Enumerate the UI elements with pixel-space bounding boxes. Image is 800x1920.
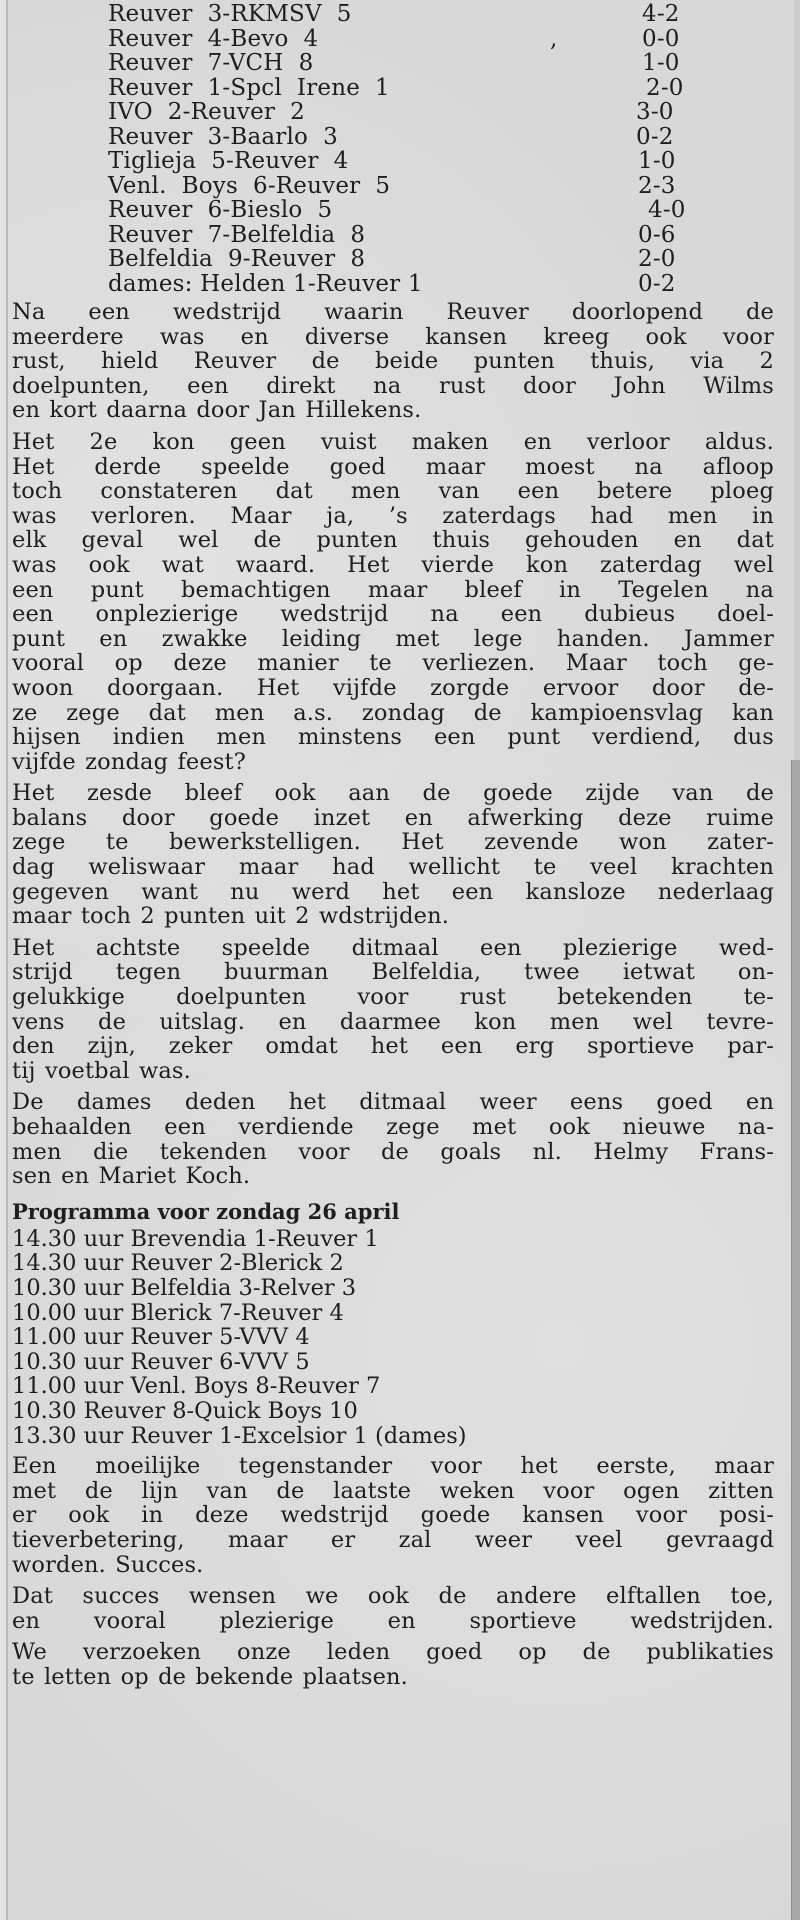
result-match: Reuver 4-Bevo 4 xyxy=(108,25,319,52)
text-line: Na een wedstrijd waarin Reuver doorlopend de xyxy=(12,299,774,325)
result-score: 0-2 xyxy=(638,270,676,297)
text-line: er ook in deze wedstrijd goede kansen voor posi- xyxy=(12,1502,774,1529)
text-line: tij voetbal was. xyxy=(12,1057,191,1084)
text-line: gelukkige doelpunten voor rust betekenden te- xyxy=(12,984,774,1011)
text-line: woon doorgaan. Het vijfde zorgde ervoor door de- xyxy=(12,674,774,701)
text-line: vens de uitslag. en daarmee kon men wel tevre- xyxy=(12,1008,774,1035)
paragraph-ladies-report xyxy=(12,1090,774,1188)
result-score: 2-0 xyxy=(638,246,676,272)
result-score: 4-0 xyxy=(648,197,686,223)
text-line: rust, hield Reuver de beide punten thuis, via 2 xyxy=(12,348,774,375)
text-line: was verloren. Maar ja, ’s zaterdags had men in xyxy=(12,502,774,529)
scan-left-edge xyxy=(0,0,8,1920)
paragraph-sixth-seventh-report xyxy=(12,781,774,929)
text-line: den zijn, zeker omdat het een erg sportieve par- xyxy=(12,1033,774,1060)
result-match: Tiglieja 5-Reuver 4 xyxy=(108,148,349,174)
result-row xyxy=(12,2,774,27)
text-line: doelpunten, een direkt na rust door John Wilms xyxy=(12,372,774,399)
text-line: toch constateren dat men van een betere ploeg xyxy=(12,478,774,505)
result-match: Reuver 3-Baarlo 3 xyxy=(108,123,338,150)
schedule-item: 11.00 uur Venl. Boys 8-Reuver 7 xyxy=(12,1373,381,1400)
schedule-item: 14.30 uur Brevendia 1-Reuver 1 xyxy=(12,1225,379,1252)
text-line: balans door goede inzet en afwerking deze ruime xyxy=(12,804,774,831)
schedule-item: 10.30 uur Reuver 6-VVV 5 xyxy=(12,1348,310,1375)
schedule-item: 10.30 Reuver 8-Quick Boys 10 xyxy=(12,1397,358,1424)
text-line: maar toch 2 punten uit 2 wdstrijden. xyxy=(12,903,450,930)
text-line: was ook wat waard. Het vierde kon zaterdag wel xyxy=(12,551,774,578)
result-match: Reuver 1-Spcl Irene 1 xyxy=(108,74,390,101)
result-row xyxy=(12,100,774,125)
result-match: IVO 2-Reuver 2 xyxy=(108,99,305,125)
schedule-item: 14.30 uur Reuver 2-Blerick 2 xyxy=(12,1250,344,1277)
text-line: behaalden een verdiende zege met ook nieuwe na- xyxy=(12,1114,774,1140)
article xyxy=(12,0,774,1696)
scan-right-edge xyxy=(794,0,800,760)
text-line: punt en zwakke leiding met lege handen. Jammer xyxy=(12,625,774,652)
text-line: met de lijn van de laatste weken voor ogen zitten xyxy=(12,1477,774,1504)
text-line: hijsen indien men minstens een punt verdiend, dus xyxy=(12,724,774,751)
schedule-item: 11.00 uur Reuver 5-VVV 4 xyxy=(12,1324,310,1351)
paragraph-first-team-report xyxy=(12,300,774,423)
text-line: dag weliswaar maar had wellicht te veel krachten xyxy=(12,854,774,881)
text-line: De dames deden het ditmaal weer eens goed en xyxy=(12,1089,774,1116)
text-line: Een moeilijke tegenstander voor het eerste, maar xyxy=(12,1453,774,1480)
text-line: gegeven want nu werd het een kansloze nederlaag xyxy=(12,878,774,905)
result-score: 2-0 xyxy=(646,74,684,101)
text-line: tieverbetering, maar er zal weer veel gevraagd xyxy=(12,1526,774,1553)
text-line: en kort daarna door Jan Hillekens. xyxy=(12,397,422,424)
paragraph-eighth-report xyxy=(12,936,774,1084)
text-line: te letten op de bekende plaatsen. xyxy=(12,1663,408,1690)
result-row xyxy=(12,223,774,248)
result-row xyxy=(12,174,774,199)
result-match: Reuver 6-Bieslo 5 xyxy=(108,197,333,223)
text-line: meerdere was en diverse kansen kreeg ook voor xyxy=(12,323,774,350)
text-line: en vooral plezierige en sportieve wedstrijden. xyxy=(12,1607,774,1634)
text-line: Het 2e kon geen vuist maken en verloor aldus. xyxy=(12,428,774,455)
programma-heading: Programma voor zondag 26 april xyxy=(12,1198,400,1224)
paragraph-members-notice xyxy=(12,1640,774,1689)
result-row xyxy=(12,272,774,297)
paragraph-preview xyxy=(12,1454,774,1577)
result-row xyxy=(12,149,774,174)
result-match: Reuver 7-Belfeldia 8 xyxy=(108,221,366,248)
result-row xyxy=(12,247,774,272)
text-line: sen en Mariet Koch. xyxy=(12,1163,251,1190)
result-row xyxy=(12,76,774,101)
programma-schedule xyxy=(12,1227,774,1448)
stray-mark: , xyxy=(550,25,558,52)
result-score: 0-0 xyxy=(642,25,680,52)
text-line: Het zesde bleef ook aan de goede zijde van de xyxy=(12,780,774,807)
result-score: 1-0 xyxy=(638,148,676,174)
result-match: Reuver 7-VCH 8 xyxy=(108,50,314,76)
result-score: 1-0 xyxy=(642,50,680,76)
result-score: 0-2 xyxy=(636,123,674,150)
paragraph-good-wishes xyxy=(12,1584,774,1633)
result-score: 3-0 xyxy=(636,99,674,125)
text-line: een onplezierige wedstrijd na een dubieus doel- xyxy=(12,601,774,628)
result-match: Reuver 3-RKMSV 5 xyxy=(108,1,352,27)
result-score: 2-3 xyxy=(638,172,676,199)
text-line: men die tekenden voor de goals nl. Helmy Frans- xyxy=(12,1138,774,1165)
text-line: strijd tegen buurman Belfeldia, twee ietwat on- xyxy=(12,959,774,986)
schedule-item: 10.00 uur Blerick 7-Reuver 4 xyxy=(12,1299,344,1326)
text-line: worden. Succes. xyxy=(12,1551,204,1578)
result-row xyxy=(12,27,774,52)
text-line: een punt bemachtigen maar bleef in Tegelen na xyxy=(12,576,774,603)
schedule-item: 10.30 uur Belfeldia 3-Relver 3 xyxy=(12,1274,357,1301)
text-line: vijfde zondag feest? xyxy=(12,748,246,775)
text-line: zege te bewerkstelligen. Het zevende won zater- xyxy=(12,829,774,856)
result-match: Belfeldia 9-Reuver 8 xyxy=(108,246,366,272)
result-score: 0-6 xyxy=(638,221,676,248)
results-list xyxy=(12,0,774,296)
result-score: 4-2 xyxy=(642,1,680,27)
text-line: Dat succes wensen we ook de andere elftallen toe, xyxy=(12,1583,774,1610)
text-line: ze zege dat men a.s. zondag de kampioensvlag kan xyxy=(12,699,774,726)
result-match: Venl. Boys 6-Reuver 5 xyxy=(108,172,391,199)
scan-right-stripe xyxy=(791,760,800,1920)
result-match: dames: Helden 1-Reuver 1 xyxy=(108,270,423,297)
schedule-item: 13.30 uur Reuver 1-Excelsior 1 (dames) xyxy=(12,1422,467,1449)
paragraph-other-teams-report xyxy=(12,430,774,774)
text-line: Het achtste speelde ditmaal een plezierige wed- xyxy=(12,934,774,961)
result-row xyxy=(12,125,774,150)
result-row xyxy=(12,198,774,223)
text-line: vooral op deze manier te verliezen. Maar toch ge- xyxy=(12,650,774,677)
text-line: elk geval wel de punten thuis gehouden en dat xyxy=(12,527,774,554)
text-line: Het derde speelde goed maar moest na afloop xyxy=(12,453,774,480)
text-line: We verzoeken onze leden goed op de publikaties xyxy=(12,1639,774,1666)
result-row xyxy=(12,51,774,76)
